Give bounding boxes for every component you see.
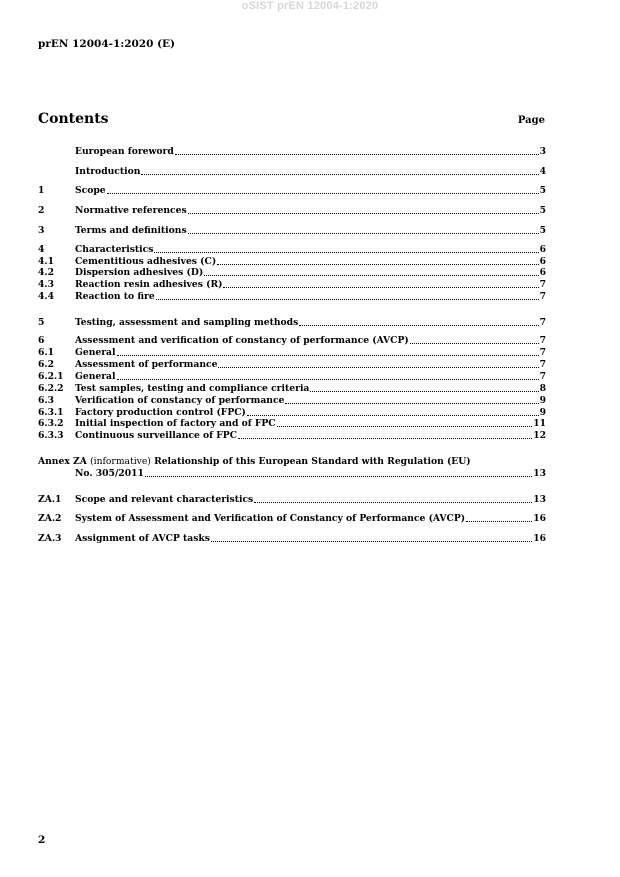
toc-entry-title: General xyxy=(75,347,116,358)
toc-entry-za-1[interactable] xyxy=(38,494,546,506)
toc-entry-6-1[interactable] xyxy=(38,347,546,359)
toc-entry-title: Cementitious adhesives (C) xyxy=(75,256,217,267)
toc-entry-page: 7 xyxy=(539,359,546,370)
toc-entry-4[interactable] xyxy=(38,244,546,256)
toc-entry-title: Initial inspection of factory and of FPC xyxy=(75,418,276,429)
toc-entry-page: 13 xyxy=(533,494,546,505)
toc-entry-title: Dispersion adhesives (D) xyxy=(75,267,204,278)
toc-dot-leader xyxy=(247,407,539,416)
toc-entry-title: Test samples, testing and compliance criteria xyxy=(75,383,310,394)
toc-entry-title: Assignment of AVCP tasks xyxy=(75,533,210,544)
toc-entry-number: 6.2.1 xyxy=(38,371,64,382)
toc-dot-leader xyxy=(218,359,538,368)
toc-entry-title: System of Assessment and Verification of Constancy of Performance (AVCP) xyxy=(75,513,466,524)
document-identifier: prEN 12004-1:2020 (E) xyxy=(38,38,176,50)
toc-entry-5[interactable] xyxy=(38,317,546,329)
toc-dot-leader xyxy=(277,418,533,427)
toc-entry-number: 6.3.2 xyxy=(38,418,64,429)
toc-entry-page: 7 xyxy=(539,279,546,290)
toc-annex-za-heading[interactable] xyxy=(38,456,546,468)
toc-dot-leader xyxy=(107,185,539,194)
toc-entry-introduction[interactable] xyxy=(38,166,546,178)
toc-entry-6-3[interactable] xyxy=(38,395,546,407)
toc-entry-number: 6.3.1 xyxy=(38,407,64,418)
toc-entry-title: Reaction to fire xyxy=(75,291,155,302)
toc-entry-number: 4 xyxy=(38,244,45,255)
toc-entry-number: 6.3.3 xyxy=(38,430,64,441)
toc-entry-number: 4.4 xyxy=(38,291,54,302)
toc-entry-title: Verification of constancy of performance xyxy=(75,395,285,406)
toc-entry-page: 12 xyxy=(533,430,546,441)
toc-entry-title: Assessment of performance xyxy=(75,359,218,370)
toc-dot-leader xyxy=(175,146,539,155)
annex-title-line1: Relationship of this European Standard with Regulation (EU) xyxy=(154,456,471,467)
toc-dot-leader xyxy=(154,244,538,253)
contents-heading: Contents xyxy=(38,111,109,127)
toc-entry-6-3-3[interactable] xyxy=(38,430,546,442)
toc-dot-leader xyxy=(141,166,538,175)
toc-dot-leader xyxy=(117,347,539,356)
toc-entry-number: 6 xyxy=(38,335,45,346)
toc-entry-number: ZA.2 xyxy=(38,513,62,524)
toc-dot-leader xyxy=(156,291,539,300)
toc-dot-leader xyxy=(117,371,539,380)
toc-dot-leader xyxy=(217,256,538,265)
page-column-label: Page xyxy=(517,115,545,126)
toc-entry-title: Continuous surveillance of FPC xyxy=(75,430,238,441)
toc-entry-6-2[interactable] xyxy=(38,359,546,371)
annex-qualifier: (informative) xyxy=(90,456,151,467)
toc-entry-page: 5 xyxy=(539,185,546,196)
toc-entry-number: 4.3 xyxy=(38,279,54,290)
toc-dot-leader xyxy=(188,225,539,234)
toc-dot-leader xyxy=(285,395,538,404)
toc-dot-leader xyxy=(410,335,539,344)
toc-dot-leader xyxy=(145,468,532,477)
toc-entry-za-3[interactable] xyxy=(38,533,546,545)
toc-entry-4-3[interactable] xyxy=(38,279,546,291)
toc-dot-leader xyxy=(188,205,539,214)
toc-entry-title: Scope xyxy=(75,185,106,196)
toc-entry-page: 3 xyxy=(539,146,546,157)
watermark: oSIST prEN 12004-1:2020 xyxy=(241,0,379,12)
toc-entry-page: 7 xyxy=(539,335,546,346)
toc-entry-title: Assessment and verification of constancy of performance (AVCP) xyxy=(75,335,409,346)
toc-entry-number: ZA.1 xyxy=(38,494,62,505)
toc-entry-3[interactable] xyxy=(38,225,546,237)
toc-entry-title: European foreword xyxy=(75,146,174,157)
annex-prefix: Annex ZA xyxy=(38,456,87,467)
toc-entry-title: Factory production control (FPC) xyxy=(75,407,246,418)
toc-entry-title: General xyxy=(75,371,116,382)
toc-entry-6[interactable] xyxy=(38,335,546,347)
toc-entry-number: 2 xyxy=(38,205,45,216)
toc-dot-leader xyxy=(204,267,538,276)
toc-entry-number: ZA.3 xyxy=(38,533,62,544)
toc-entry-page: 6 xyxy=(539,244,546,255)
toc-entry-4-4[interactable] xyxy=(38,291,546,303)
toc-entry-page: 4 xyxy=(539,166,546,177)
toc-entry-page: 9 xyxy=(539,395,546,406)
toc-entry-page: 5 xyxy=(539,205,546,216)
toc-entry-page: 16 xyxy=(533,533,546,544)
toc-entry-title: Testing, assessment and sampling methods xyxy=(75,317,299,328)
toc-entry-6-2-1[interactable] xyxy=(38,371,546,383)
page-number: 2 xyxy=(38,834,46,846)
toc-entry-number: 5 xyxy=(38,317,45,328)
toc-entry-title: Normative references xyxy=(75,205,187,216)
toc-entry-number: 6.2.2 xyxy=(38,383,64,394)
toc-dot-leader xyxy=(238,430,532,439)
toc-entry-page: 16 xyxy=(533,513,546,524)
toc-entry-page: 7 xyxy=(539,347,546,358)
toc-entry-page: 13 xyxy=(533,468,546,479)
toc-entry-title: Scope and relevant characteristics xyxy=(75,494,254,505)
toc-annex-za-continuation[interactable] xyxy=(38,468,546,480)
toc-entry-6-3-2[interactable] xyxy=(38,418,546,430)
toc-entry-6-2-2[interactable] xyxy=(38,383,546,395)
toc-entry-number: 4.1 xyxy=(38,256,54,267)
toc-entry-za-2[interactable] xyxy=(38,513,546,525)
toc-entry-title: Characteristics xyxy=(75,244,154,255)
toc-entry-page: 7 xyxy=(539,317,546,328)
toc-entry-title: Reaction resin adhesives (R) xyxy=(75,279,223,290)
toc-entry-page: 9 xyxy=(539,407,546,418)
toc-entry-1[interactable] xyxy=(38,185,546,197)
toc-dot-leader xyxy=(310,383,538,392)
toc-dot-leader xyxy=(223,279,538,288)
toc-entry-page: 6 xyxy=(539,256,546,267)
toc-entry-number: 6.1 xyxy=(38,347,54,358)
toc-entry-number: 6.2 xyxy=(38,359,54,370)
toc-dot-leader xyxy=(211,533,532,542)
toc-entry-number: 1 xyxy=(38,185,45,196)
toc-entry-page: 5 xyxy=(539,225,546,236)
toc-entry-page: 7 xyxy=(539,371,546,382)
toc-entry-european-foreword[interactable] xyxy=(38,146,546,158)
toc-entry-page: 7 xyxy=(539,291,546,302)
toc-dot-leader xyxy=(466,513,532,522)
toc-entry-number: 6.3 xyxy=(38,395,54,406)
toc-entry-number: 4.2 xyxy=(38,267,54,278)
toc-entry-page: 6 xyxy=(539,267,546,278)
annex-title-line2: No. 305/2011 xyxy=(75,468,144,479)
toc-entry-page: 11 xyxy=(533,418,546,429)
toc-dot-leader xyxy=(299,317,538,326)
toc-entry-page: 8 xyxy=(539,383,546,394)
toc-entry-title: Terms and definitions xyxy=(75,225,187,236)
toc-dot-leader xyxy=(254,494,532,503)
toc-entry-2[interactable] xyxy=(38,205,546,217)
toc-entry-number: 3 xyxy=(38,225,45,236)
toc-entry-4-2[interactable] xyxy=(38,267,546,279)
toc-entry-title: Introduction xyxy=(75,166,141,177)
